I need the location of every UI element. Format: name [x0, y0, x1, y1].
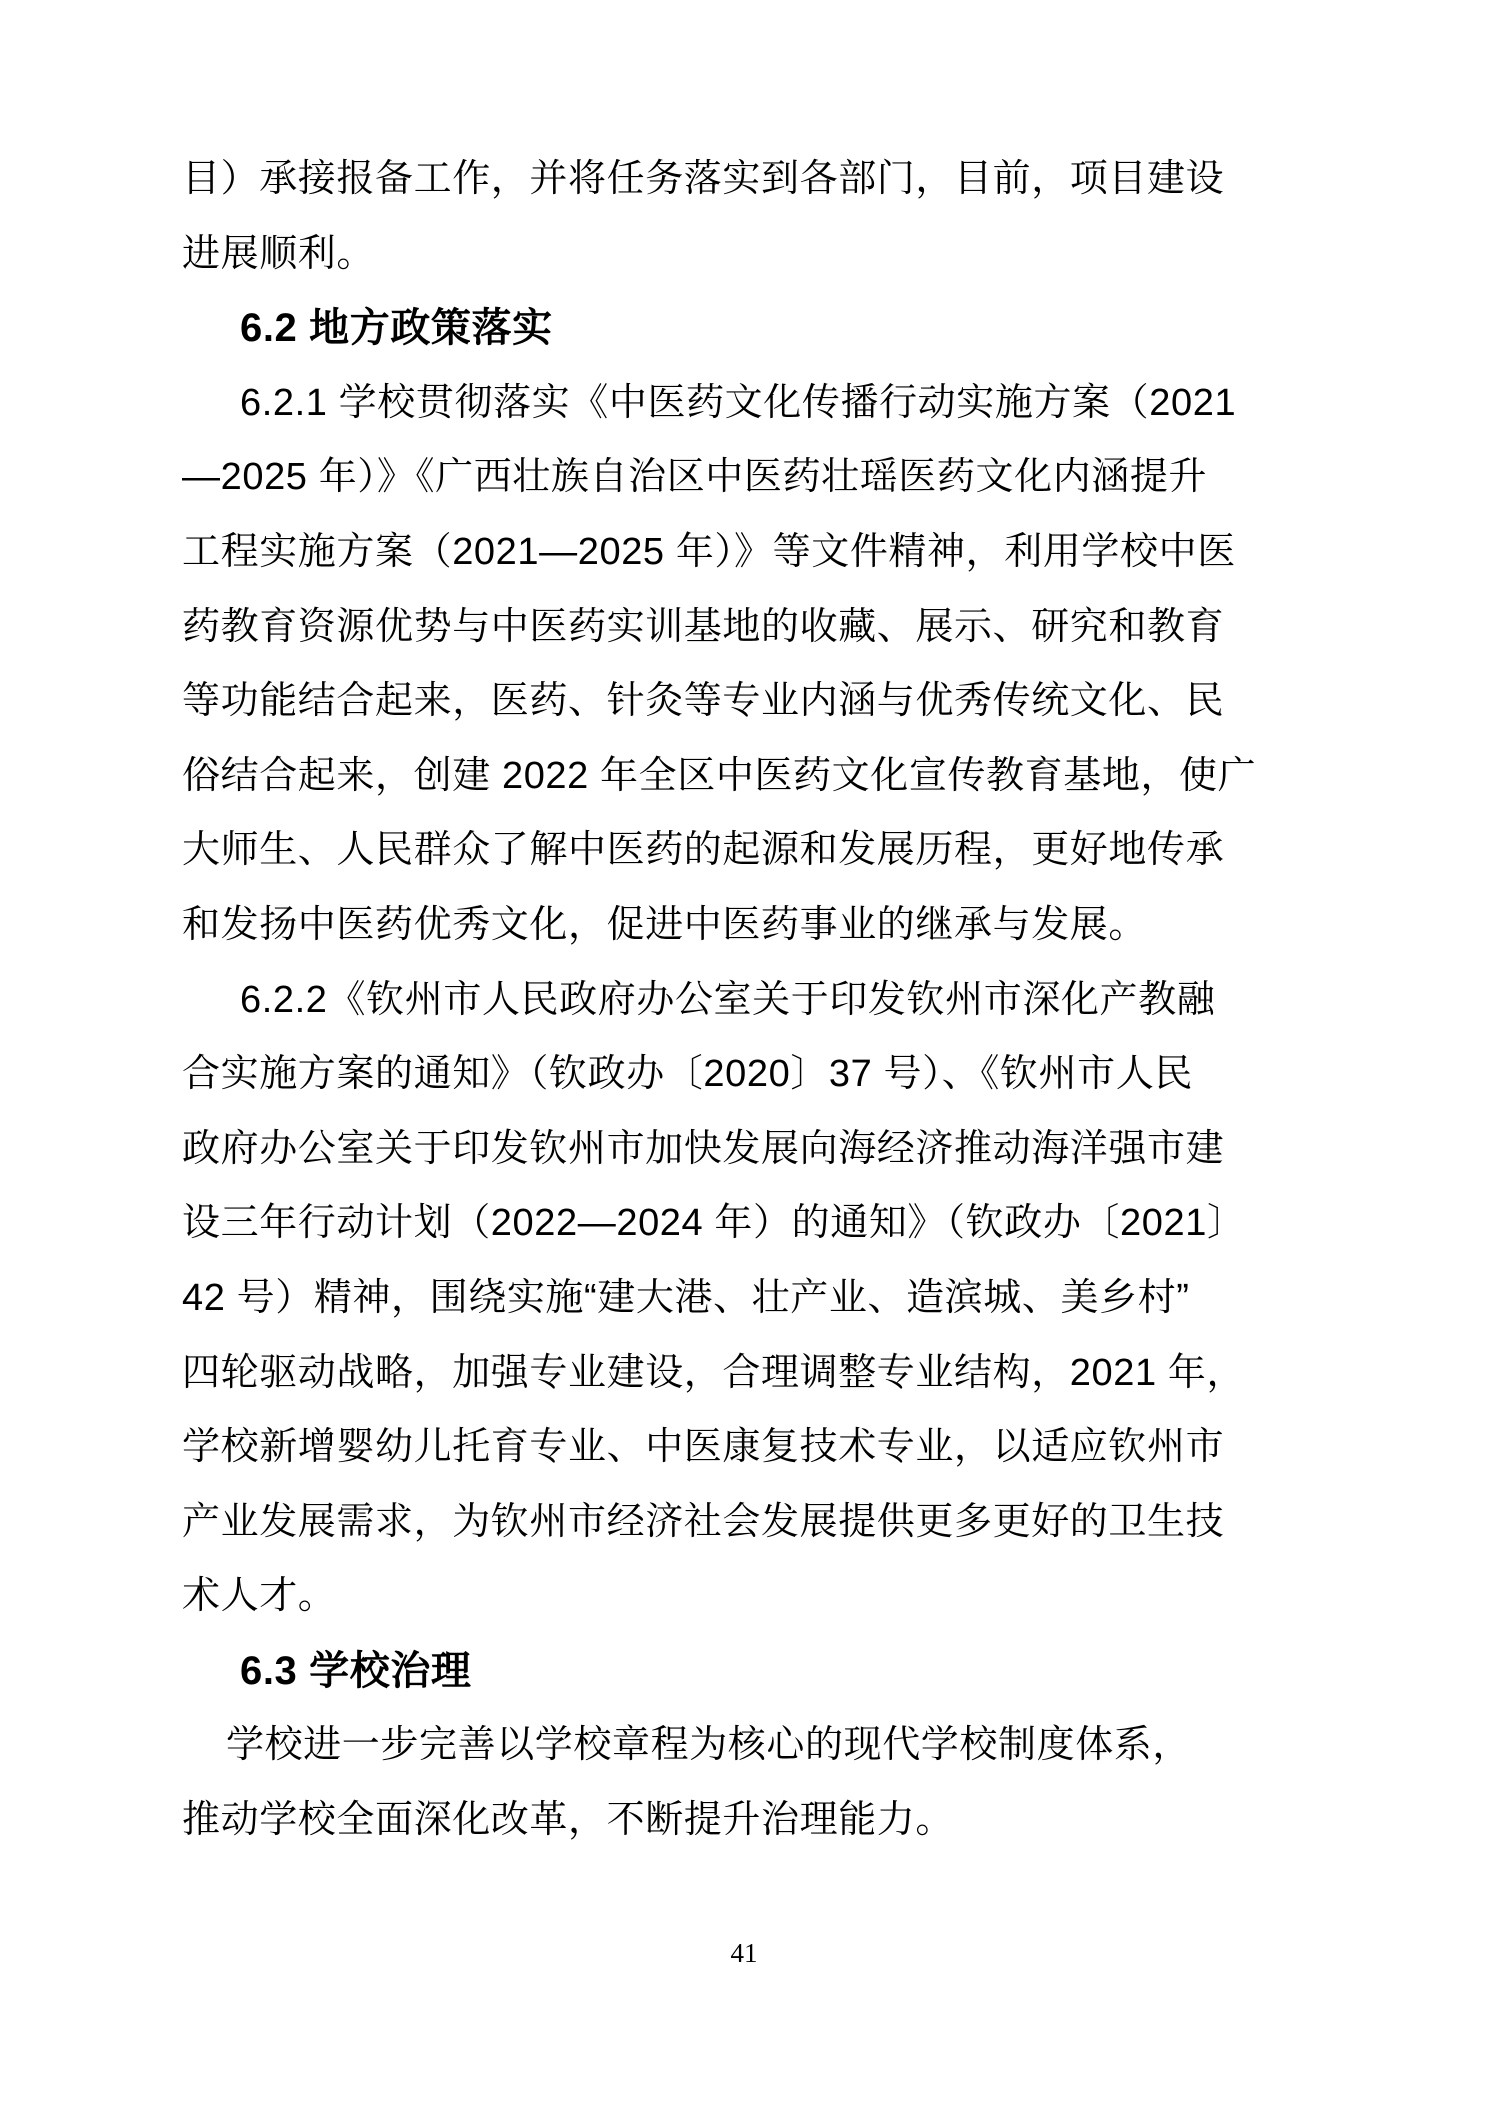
text-line: 和发扬中医药优秀文化，促进中医药事业的继承与发展。: [182, 903, 1148, 946]
text-line: 四轮驱动战略，加强专业建设，合理调整专业结构，2021 年，: [182, 1351, 1246, 1394]
text-line: 设三年行动计划（2022—2024 年）的通知》（钦政办〔2021〕: [182, 1202, 1246, 1245]
text-line: 学校新增婴幼儿托育专业、中医康复技术专业，以适应钦州市: [182, 1426, 1225, 1469]
text-line: 产业发展需求，为钦州市经济社会发展提供更多更好的卫生技: [182, 1500, 1225, 1543]
text-line: 术人才。: [182, 1575, 337, 1618]
text-line: 6.2.1 学校贯彻落实《中医药文化传播行动实施方案（2021: [240, 381, 1237, 424]
document-body: [182, 142, 1257, 1858]
text-line: 合实施方案的通知》（钦政办〔2020〕37 号）、《钦州市人民: [182, 1053, 1193, 1096]
text-line: 6.2.2《钦州市人民政府办公室关于印发钦州市深化产教融: [240, 978, 1216, 1021]
text-line: 药教育资源优势与中医药实训基地的收藏、展示、研究和教育: [182, 605, 1225, 648]
text-line: 大师生、人民群众了解中医药的起源和发展历程，更好地传承: [182, 829, 1225, 872]
text-line: 42 号）精神，围绕实施“建大港、壮产业、造滨城、美乡村”: [182, 1276, 1190, 1319]
text-line: 进展顺利。: [182, 232, 376, 275]
text-line: 等功能结合起来，医药、针灸等专业内涵与优秀传统文化、民: [182, 680, 1225, 723]
text-line: 政府办公室关于印发钦州市加快发展向海经济推动海洋强市建: [182, 1127, 1225, 1170]
text-line: 推动学校全面深化改革，不断提升治理能力。: [182, 1799, 955, 1842]
text-line: —2025 年）》《广西壮族自治区中医药壮瑶医药文化内涵提升: [182, 456, 1208, 499]
text-line: 工程实施方案（2021—2025 年）》等文件精神，利用学校中医: [182, 530, 1236, 573]
section-heading-6-2: 6.2 地方政策落实: [240, 306, 553, 351]
page-number: 41: [730, 1938, 758, 1968]
text-line: 俗结合起来，创建 2022 年全区中医药文化宣传教育基地，使广: [182, 754, 1257, 797]
section-heading-6-3: 6.3 学校治理: [240, 1648, 472, 1693]
text-line: 目）承接报备工作，并将任务落实到各部门，目前，项目建设: [182, 158, 1225, 200]
text-line: 学校进一步完善以学校章程为核心的现代学校制度体系，: [226, 1724, 1192, 1767]
